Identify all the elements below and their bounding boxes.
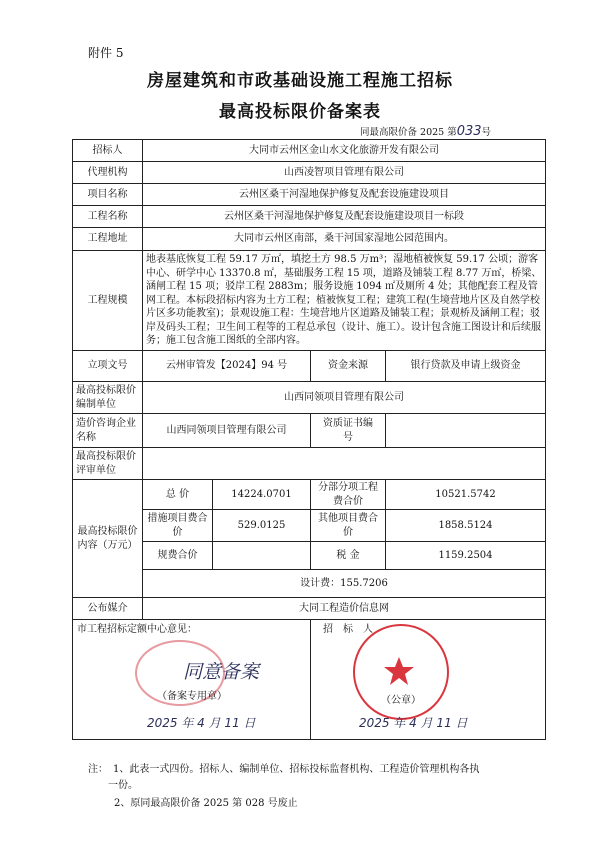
subitem-label: 分部分项工程费合价 [311, 480, 386, 510]
measure-value: 529.0125 [213, 510, 311, 542]
agency-value: 山西凌智项目管理有限公司 [143, 162, 546, 184]
total-value: 14224.0701 [213, 480, 311, 510]
other-label: 其他项目费合价 [311, 510, 386, 542]
cert-label: 资质证书编 号 [311, 414, 386, 448]
compiler-label: 最高投标限价编制单位 [73, 382, 143, 414]
cert-value [386, 414, 546, 448]
row-limit-design [73, 570, 546, 598]
title-line-1: 房屋建筑和市政基础设施工程施工招标 [147, 71, 453, 91]
reviewer-value [143, 448, 546, 480]
reviewer-label: 最高投标限价评审单位 [73, 448, 143, 480]
center-opinion-date: 2025 年 4 月 11 日 [147, 716, 256, 730]
work-name-label: 工程名称 [73, 206, 143, 228]
tenderer-seal-title: 招 标 人 [323, 624, 373, 635]
approval-label: 立项文号 [73, 351, 143, 382]
reference-prefix: 同最高限价备 2025 第 [360, 127, 457, 138]
row-project-name [73, 184, 546, 206]
design-fee: 设计费：155.7206 [143, 570, 546, 598]
row-agency [73, 162, 546, 184]
row-work-name [73, 206, 546, 228]
row-media [73, 598, 546, 620]
tax-label: 税 金 [311, 542, 386, 570]
project-name-label: 项目名称 [73, 184, 143, 206]
note-line-3: 2、原同最高限价备 2025 第 028 号废止 [114, 798, 298, 809]
row-address [73, 228, 546, 251]
row-compiler [73, 382, 546, 414]
fund-source-label: 资金来源 [311, 351, 386, 382]
project-name-value: 云州区桑干河湿地保护修复及配套设施建设项目 [143, 184, 546, 206]
consult-value: 山西同领项目管理有限公司 [143, 414, 311, 448]
tax-value: 1159.2504 [386, 542, 546, 570]
tenderer-label: 招标人 [73, 140, 143, 162]
other-value: 1858.5124 [386, 510, 546, 542]
media-value: 大同工程造价信息网 [143, 598, 546, 620]
address-label: 工程地址 [73, 228, 143, 251]
work-name-value: 云州区桑干河湿地保护修复及配套设施建设项目一标段 [143, 206, 546, 228]
fund-source-value: 银行贷款及申请上级资金 [386, 351, 546, 382]
consult-label: 造价咨询企业名称 [73, 414, 143, 448]
address-value: 大同市云州区南部，桑干河国家湿地公园范围内。 [143, 228, 546, 251]
reference-handwritten-number: 033 [456, 124, 482, 139]
subitem-value: 10521.5742 [386, 480, 546, 510]
measure-label: 措施项目费合 价 [143, 510, 213, 542]
compiler-value: 山西同领项目管理有限公司 [143, 382, 546, 414]
handwritten-approval: 同意备案 [183, 661, 260, 683]
center-opinion-cell [73, 620, 311, 740]
tenderer-seal-cell [311, 620, 546, 740]
row-signatures [73, 620, 546, 740]
tenderer-value: 大同市云州区金山水文化旅游开发有限公司 [143, 140, 546, 162]
reference-number [360, 124, 491, 139]
row-tenderer [73, 140, 546, 162]
fee-label: 规费合价 [143, 542, 213, 570]
row-reviewer [73, 448, 546, 480]
reference-suffix: 号 [481, 127, 492, 138]
title-line-2: 最高投标限价备案表 [219, 102, 381, 122]
fee-value [213, 542, 311, 570]
tenderer-seal-date: 2025 年 4 月 11 日 [359, 716, 468, 730]
row-approval [73, 351, 546, 382]
approval-value: 云州审管发【2024】94 号 [143, 351, 311, 382]
row-limit-total [73, 480, 546, 510]
media-label: 公布媒介 [73, 598, 143, 620]
row-limit-fee [73, 542, 546, 570]
seal-star-icon [383, 656, 415, 686]
total-label: 总 价 [143, 480, 213, 510]
row-scale [73, 251, 546, 351]
scale-label: 工程规模 [73, 251, 143, 351]
scale-description: 地表基底恢复工程 59.17 万㎡，填挖土方 98.5 万m³；湿地植被恢复 59.17 公顷；游客中心、研学中心 13370.8 ㎡，基础服务工程 15 项，道路及铺装工程 8.77 万㎡，桥梁、涵闸工程 15 项；驳岸工程 2883m；服务设施 1094 ㎡及厕所 4 处；其他配套工程及管网工程。本标段招标内容为土方工程；植被恢复工程；建筑工程(生境营地片区及自然学校片区多功能教室)；景观设施工程：生境营地片区道路及铺装工程；景观桥及涵闸工程；驳岸及码头工程；卫生间工程等的工程总承包（设计、施工）。设计包含施工图设计和后续服务；施工包含施工图纸的全部内容。 [143, 251, 546, 351]
filing-table [72, 139, 546, 740]
row-consult [73, 414, 546, 448]
note-line-2: 一份。 [108, 780, 138, 791]
annex-label: 附件 5 [88, 46, 124, 60]
tenderer-seal-label: （公章） [381, 695, 421, 706]
filing-stamp-label: （备案专用章） [157, 691, 227, 702]
row-limit-measure [73, 510, 546, 542]
limit-label: 最高投标限价内容（万元） [73, 480, 143, 598]
agency-label: 代理机构 [73, 162, 143, 184]
note-line-1: 注： 1、此表一式四份。招标人、编制单位、招标投标监督机构、工程造价管理机构各执 [88, 764, 480, 775]
center-opinion-title: 市工程招标定额中心意见： [77, 624, 197, 635]
